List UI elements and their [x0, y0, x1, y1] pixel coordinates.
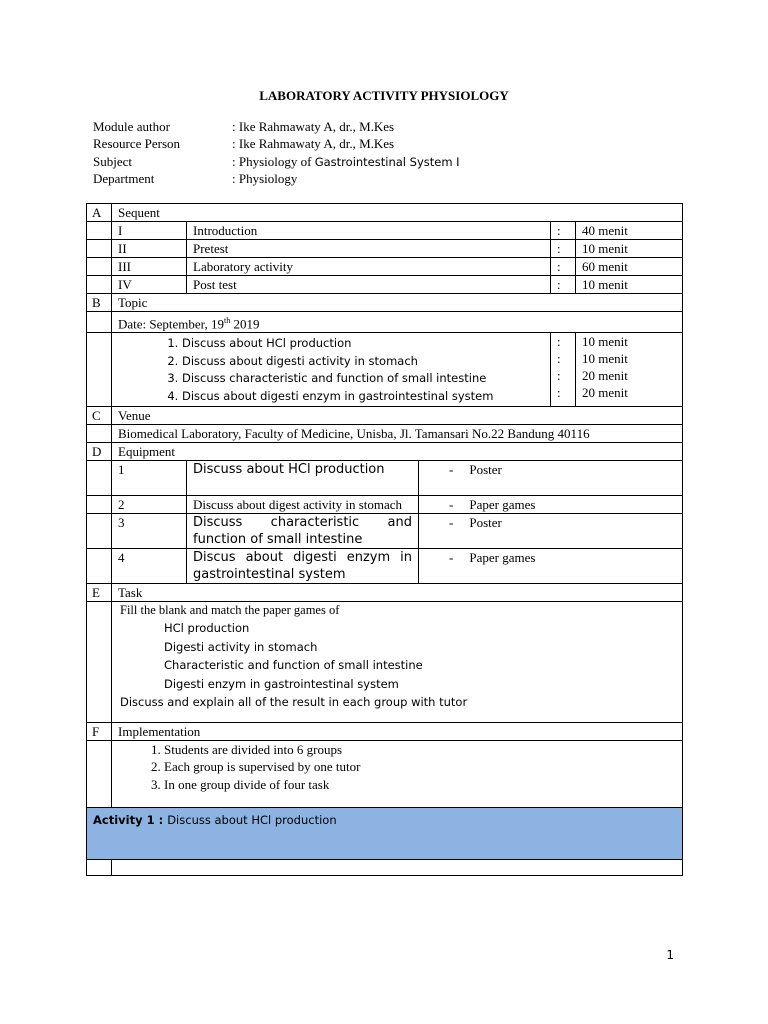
topic-item: 4. Discus about digesti enzym in gastrointestinal system — [182, 388, 550, 406]
sequent-num: I — [112, 222, 187, 240]
meta-value: : Physiology of — [232, 153, 315, 169]
section-e-header — [87, 584, 683, 602]
section-name: Task — [112, 584, 683, 602]
topic-times — [576, 333, 683, 407]
task-item: Characteristic and function of small intestine — [164, 658, 423, 673]
sequent-time: 60 menit — [576, 258, 683, 276]
activity-label: Activity 1 : — [93, 813, 168, 828]
equipment-num: 2 — [112, 496, 187, 514]
implementation-item: 1. Students are divided into 6 groups — [164, 741, 682, 759]
meta-label: Department — [93, 170, 155, 186]
equipment-tool: Paper games — [469, 550, 536, 566]
meta-value: : Physiology — [232, 170, 298, 186]
sequent-colon: : — [551, 240, 576, 258]
topic-time: 10 menit — [582, 334, 628, 350]
equipment-dash: - — [449, 497, 454, 513]
meta-label: Subject — [93, 153, 132, 169]
sequent-name: Pretest — [187, 240, 551, 258]
task-item: HCl production — [164, 621, 250, 636]
equipment-topic: Discus about digesti enzym in gastrointestinal system — [187, 549, 419, 584]
document-title: LABORATORY ACTIVITY PHYSIOLOGY — [259, 88, 509, 103]
topic-item: 3. Discuss characteristic and function of small intestine — [182, 370, 550, 388]
section-name: Venue — [112, 407, 683, 425]
implementation-list — [112, 741, 682, 794]
implementation-item: 2. Each group is supervised by one tutor — [164, 758, 682, 776]
equipment-row — [87, 514, 683, 549]
equipment-row — [87, 461, 683, 496]
section-letter: B — [87, 294, 112, 312]
equipment-dash: - — [449, 462, 454, 478]
date-sup: th — [223, 316, 231, 325]
sequent-name: Laboratory activity — [187, 258, 551, 276]
section-letter: C — [87, 407, 112, 425]
section-name: Implementation — [112, 722, 683, 740]
activity-banner — [87, 808, 683, 860]
sequent-colon: : — [551, 276, 576, 294]
sequent-num: II — [112, 240, 187, 258]
meta-value-subject: Gastrointestinal System I — [314, 154, 460, 169]
implementation-row — [87, 740, 683, 808]
task-row — [87, 602, 683, 723]
sequent-time: 10 menit — [576, 240, 683, 258]
activity-row — [87, 808, 683, 860]
sequent-num: IV — [112, 276, 187, 294]
section-b-header — [87, 294, 683, 312]
topic-time: 10 menit — [582, 351, 628, 367]
equipment-tool: Paper games — [469, 497, 536, 513]
topic-list-row — [87, 333, 683, 407]
meta-subject — [93, 153, 460, 170]
sequent-time: 40 menit — [576, 222, 683, 240]
equipment-topic: Discuss about HCl production — [187, 461, 419, 496]
sequent-name: Introduction — [187, 222, 551, 240]
activity-text: Discuss about HCl production — [167, 813, 337, 828]
module-meta — [93, 118, 460, 187]
task-intro: Fill the blank and match the paper games of — [120, 603, 340, 618]
topic-colons: : : : : — [551, 333, 576, 407]
topic-item: 1. Discuss about HCl production — [182, 335, 550, 353]
meta-label: Resource Person — [93, 136, 181, 152]
section-c-header — [87, 407, 683, 425]
blank-row — [87, 860, 683, 876]
date-suffix: 2019 — [230, 316, 260, 332]
equipment-num: 1 — [112, 461, 187, 496]
meta-value: : Ike Rahmawaty A, dr., M.Kes — [232, 136, 395, 152]
venue-text: Biomedical Laboratory, Faculty of Medicine, Unisba, Jl. Tamansari No.22 Bandung 40116 — [112, 425, 683, 443]
equipment-tool: Poster — [469, 462, 502, 478]
task-content — [112, 602, 683, 723]
section-letter: F — [87, 722, 112, 740]
meta-label: Module author — [93, 119, 170, 134]
topic-time: 20 menit — [582, 368, 628, 384]
equipment-dash: - — [449, 550, 454, 566]
section-a-header — [87, 204, 683, 222]
implementation-item: 3. In one group divide of four task — [164, 776, 682, 794]
activity-table — [86, 203, 683, 876]
equipment-row — [87, 496, 683, 514]
sequent-num: III — [112, 258, 187, 276]
topic-list — [112, 335, 550, 405]
date-prefix: Date: September, 19 — [118, 316, 224, 332]
equipment-tool-cell — [419, 549, 683, 584]
sequent-name: Post test — [187, 276, 551, 294]
topic-date — [112, 312, 683, 333]
section-name: Equipment — [112, 443, 683, 461]
section-f-header — [87, 722, 683, 740]
equipment-num: 4 — [112, 549, 187, 584]
topic-date-row — [87, 312, 683, 333]
equipment-num: 3 — [112, 514, 187, 549]
sequent-row — [87, 258, 683, 276]
section-letter: E — [87, 584, 112, 602]
section-letter: D — [87, 443, 112, 461]
equipment-row — [87, 549, 683, 584]
section-name: Topic — [112, 294, 683, 312]
section-letter: A — [87, 204, 112, 222]
meta-module-author — [93, 118, 460, 135]
page-number: 1 — [666, 948, 674, 962]
equipment-tool-cell — [419, 514, 683, 549]
equipment-tool-cell — [419, 496, 683, 514]
venue-row — [87, 425, 683, 443]
meta-resource-person — [93, 135, 460, 152]
equipment-dash: - — [449, 515, 454, 531]
topic-item: 2. Discuss about digesti activity in stomach — [182, 353, 550, 371]
meta-department — [93, 170, 460, 187]
sequent-colon: : — [551, 258, 576, 276]
equipment-topic: Discuss about digest activity in stomach — [187, 496, 419, 514]
topic-time: 20 menit — [582, 385, 628, 401]
equipment-tool: Poster — [469, 515, 502, 531]
task-item: Digesti enzym in gastrointestinal system — [164, 676, 399, 691]
equipment-tool-cell — [419, 461, 683, 496]
task-item: Digesti activity in stomach — [164, 639, 318, 654]
section-d-header — [87, 443, 683, 461]
sequent-colon: : — [551, 222, 576, 240]
meta-value: : Ike Rahmawaty A, dr., M.Kes — [232, 119, 395, 134]
sequent-row — [87, 222, 683, 240]
equipment-topic: Discuss characteristic and function of small intestine — [187, 514, 419, 549]
task-closing: Discuss and explain all of the result in each group with tutor — [120, 695, 468, 710]
sequent-row — [87, 240, 683, 258]
sequent-row — [87, 276, 683, 294]
section-name: Sequent — [112, 204, 683, 222]
sequent-time: 10 menit — [576, 276, 683, 294]
